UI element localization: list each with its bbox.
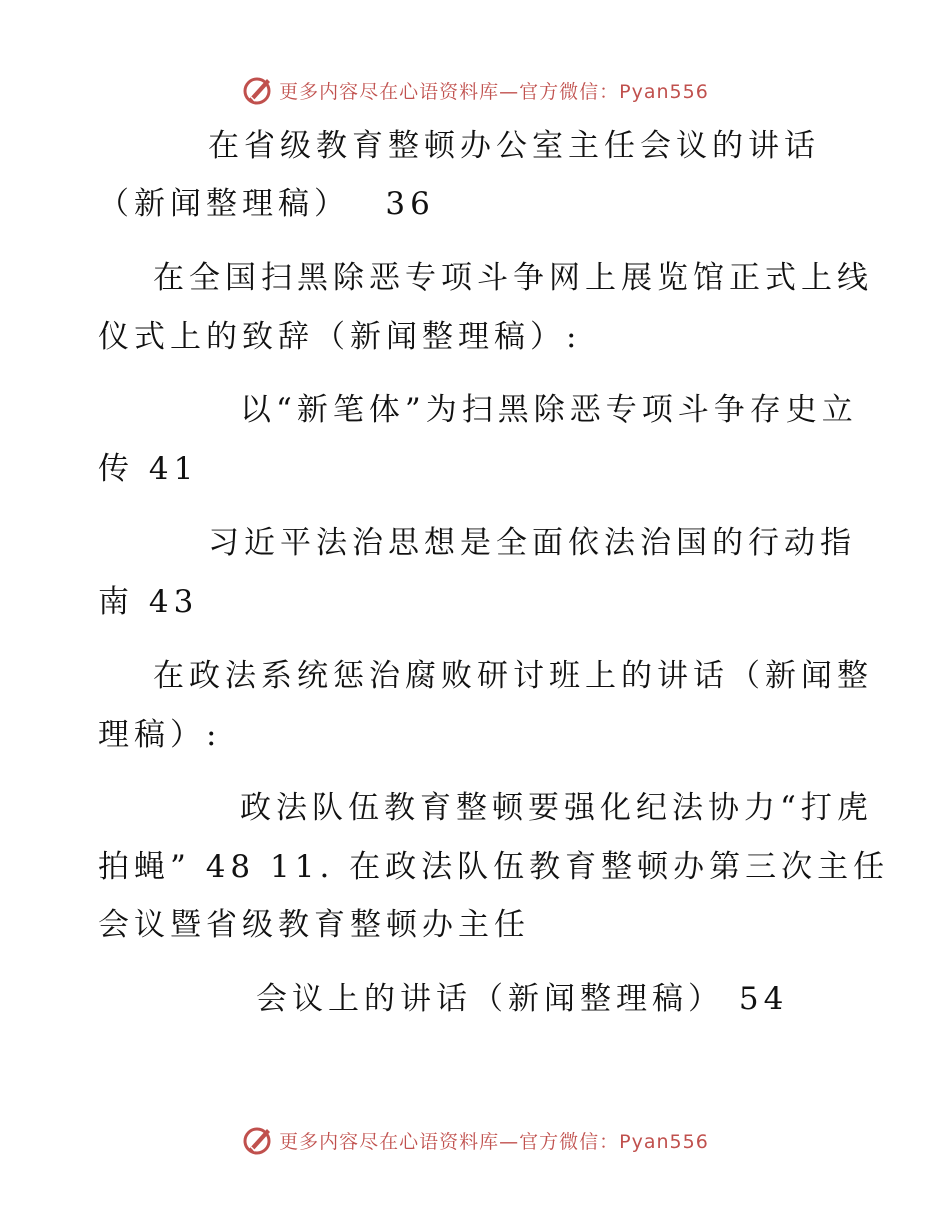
toc-line: 在政法系统惩治腐败研讨班上的讲话（新闻整: [153, 658, 873, 694]
toc-line: 仪式上的致辞（新闻整理稿）:: [98, 319, 582, 355]
toc-line: 习近平法治思想是全面依法治国的行动指: [208, 525, 856, 561]
footer-banner-text: [279, 1127, 709, 1154]
header-banner-text: [279, 77, 709, 104]
header-wechat-text: 官方微信：Pyan556: [519, 80, 709, 103]
header-site-text: 更多内容尽在心语资料库: [279, 80, 500, 103]
quill-logo-icon: [241, 73, 275, 107]
footer-site-text: 更多内容尽在心语资料库: [279, 1130, 500, 1153]
toc-line: 会议上的讲话（新闻整理稿） 54: [256, 981, 789, 1017]
footer-wechat-text: 官方微信：Pyan556: [519, 1130, 709, 1153]
quill-logo-icon: [241, 1123, 275, 1157]
toc-line: 在省级教育整顿办公室主任会议的讲话: [208, 128, 820, 164]
footer-separator: —: [499, 1130, 520, 1153]
header-separator: —: [499, 80, 520, 103]
toc-line: 南 43: [98, 584, 199, 620]
toc-line: 在全国扫黑除恶专项斗争网上展览馆正式上线: [153, 260, 873, 296]
toc-line: （新闻整理稿） 36: [98, 186, 435, 222]
header-banner: [0, 70, 950, 110]
toc-line: 拍蝇” 48 11. 在政法队伍教育整顿办第三次主任: [98, 849, 890, 885]
footer-banner: [0, 1120, 950, 1160]
toc-line: 以“新笔体”为扫黑除恶专项斗争存史立: [240, 392, 858, 428]
toc-line: 政法队伍教育整顿要强化纪法协力“打虎: [240, 790, 873, 826]
toc-line: 会议暨省级教育整顿办主任: [98, 907, 530, 943]
toc-line: 理稿）:: [98, 717, 222, 753]
toc-line: 传 41: [98, 451, 199, 487]
